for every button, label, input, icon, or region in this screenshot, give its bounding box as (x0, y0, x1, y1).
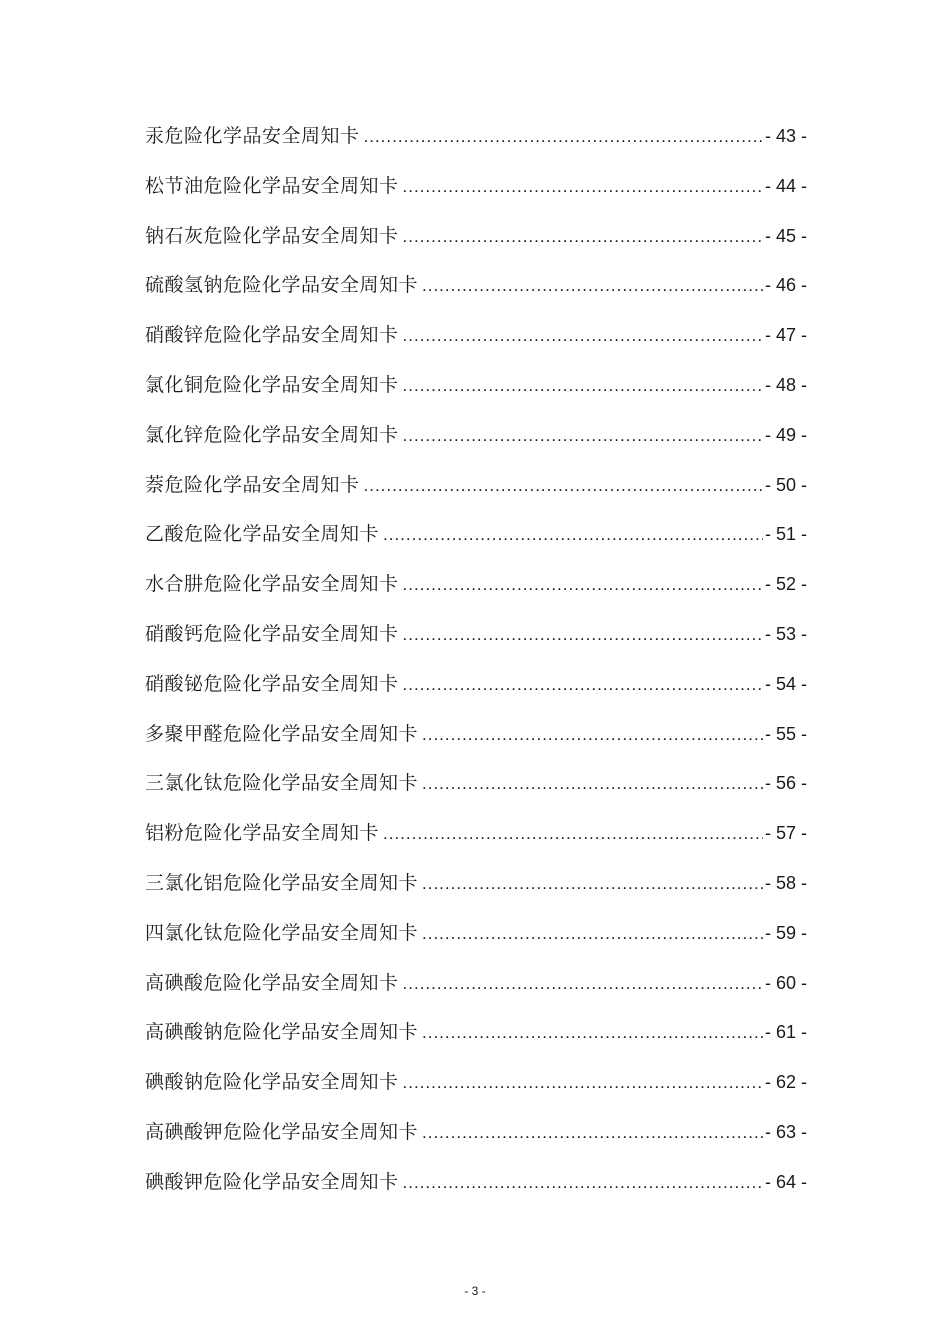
toc-entry-title: 碘酸钠危险化学品安全周知卡 (145, 1071, 399, 1094)
toc-entry-title: 汞危险化学品安全周知卡 (145, 125, 360, 147)
toc-entry[interactable] (145, 1108, 807, 1158)
toc-entry-page: - 59 - (764, 922, 807, 943)
toc-entry-title: 松节油危险化学品安全周知卡 (145, 174, 399, 197)
toc-entry[interactable] (145, 162, 807, 212)
toc-entry[interactable] (145, 1058, 807, 1108)
toc-entry-title: 硝酸铋危险化学品安全周知卡 (145, 672, 399, 695)
toc-leader-dots (422, 710, 763, 760)
toc-leader-dots (403, 610, 763, 660)
toc-leader-dots (403, 212, 763, 262)
toc-entry-page: - 48 - (764, 374, 807, 395)
toc-entry-title: 硝酸钙危险化学品安全周知卡 (145, 622, 399, 645)
toc-leader-dots (403, 560, 763, 610)
toc-entry-page: - 45 - (764, 225, 807, 246)
toc-entry[interactable] (145, 560, 807, 610)
table-of-contents (145, 112, 807, 1208)
toc-entry-page: - 56 - (764, 773, 807, 794)
toc-entry-title: 乙酸危险化学品安全周知卡 (145, 523, 380, 546)
toc-entry[interactable] (145, 909, 807, 959)
toc-entry-title: 水合肼危险化学品安全周知卡 (145, 573, 399, 596)
toc-leader-dots (383, 510, 763, 560)
toc-entry-page: - 58 - (764, 872, 807, 893)
toc-entry-title: 硫酸氢钠危险化学品安全周知卡 (145, 274, 419, 297)
toc-leader-dots (403, 162, 763, 212)
toc-leader-dots (364, 461, 763, 511)
toc-leader-dots (422, 759, 763, 809)
toc-leader-dots (403, 361, 763, 411)
toc-leader-dots (364, 112, 763, 162)
toc-entry-page: - 60 - (764, 972, 807, 993)
toc-entry-page: - 64 - (764, 1171, 807, 1192)
toc-entry-title: 三氯化铝危险化学品安全周知卡 (145, 871, 419, 894)
toc-entry-page: - 55 - (764, 723, 807, 744)
toc-leader-dots (383, 809, 763, 859)
toc-leader-dots (403, 1158, 763, 1208)
toc-entry[interactable] (145, 610, 807, 660)
toc-leader-dots (422, 1008, 763, 1058)
toc-entry[interactable] (145, 510, 807, 560)
toc-entry[interactable] (145, 1158, 807, 1208)
toc-entry[interactable] (145, 361, 807, 411)
toc-entry[interactable] (145, 959, 807, 1009)
toc-leader-dots (403, 959, 763, 1009)
toc-entry[interactable] (145, 859, 807, 909)
toc-leader-dots (422, 859, 763, 909)
toc-entry[interactable] (145, 411, 807, 461)
toc-entry-page: - 47 - (764, 325, 807, 346)
toc-entry-page: - 53 - (764, 623, 807, 644)
toc-entry-title: 四氯化钛危险化学品安全周知卡 (145, 921, 419, 944)
toc-entry-page: - 52 - (764, 574, 807, 595)
toc-entry-title: 三氯化钛危险化学品安全周知卡 (145, 772, 419, 795)
toc-entry-title: 氯化铜危险化学品安全周知卡 (145, 373, 399, 396)
toc-entry-page: - 62 - (764, 1072, 807, 1093)
toc-entry-title: 铝粉危险化学品安全周知卡 (145, 822, 380, 845)
toc-entry-page: - 49 - (764, 424, 807, 445)
footer-page-number: - 3 - (464, 1284, 486, 1298)
toc-entry-title: 碘酸钾危险化学品安全周知卡 (145, 1170, 399, 1193)
toc-entry[interactable] (145, 311, 807, 361)
toc-entry-page: - 54 - (764, 673, 807, 694)
toc-entry[interactable] (145, 660, 807, 710)
toc-leader-dots (403, 411, 763, 461)
toc-entry-title: 高碘酸危险化学品安全周知卡 (145, 971, 399, 994)
toc-entry[interactable] (145, 212, 807, 262)
toc-entry-page: - 57 - (764, 823, 807, 844)
toc-entry[interactable] (145, 759, 807, 809)
toc-entry-title: 氯化锌危险化学品安全周知卡 (145, 423, 399, 446)
toc-entry-page: - 50 - (764, 474, 807, 495)
toc-entry-title: 硝酸锌危险化学品安全周知卡 (145, 324, 399, 347)
toc-leader-dots (422, 1108, 763, 1158)
toc-entry-page: - 63 - (764, 1121, 807, 1142)
toc-entry[interactable] (145, 261, 807, 311)
toc-entry-page: - 43 - (764, 126, 807, 146)
toc-entry-title: 高碘酸钠危险化学品安全周知卡 (145, 1021, 419, 1044)
toc-entry-page: - 46 - (764, 275, 807, 296)
toc-entry-title: 高碘酸钾危险化学品安全周知卡 (145, 1120, 419, 1143)
toc-leader-dots (422, 261, 763, 311)
toc-entry-page: - 51 - (764, 524, 807, 545)
toc-leader-dots (403, 1058, 763, 1108)
toc-leader-dots (403, 660, 763, 710)
toc-entry-title: 萘危险化学品安全周知卡 (145, 473, 360, 496)
toc-entry[interactable] (145, 1008, 807, 1058)
toc-entry[interactable] (145, 809, 807, 859)
toc-leader-dots (403, 311, 763, 361)
toc-leader-dots (422, 909, 763, 959)
toc-entry-title: 多聚甲醛危险化学品安全周知卡 (145, 722, 419, 745)
toc-entry[interactable] (145, 461, 807, 511)
toc-entry[interactable] (145, 112, 807, 162)
toc-entry[interactable] (145, 710, 807, 760)
toc-entry-title: 钠石灰危险化学品安全周知卡 (145, 224, 399, 247)
toc-entry-page: - 61 - (764, 1022, 807, 1043)
toc-entry-page: - 44 - (764, 175, 807, 196)
